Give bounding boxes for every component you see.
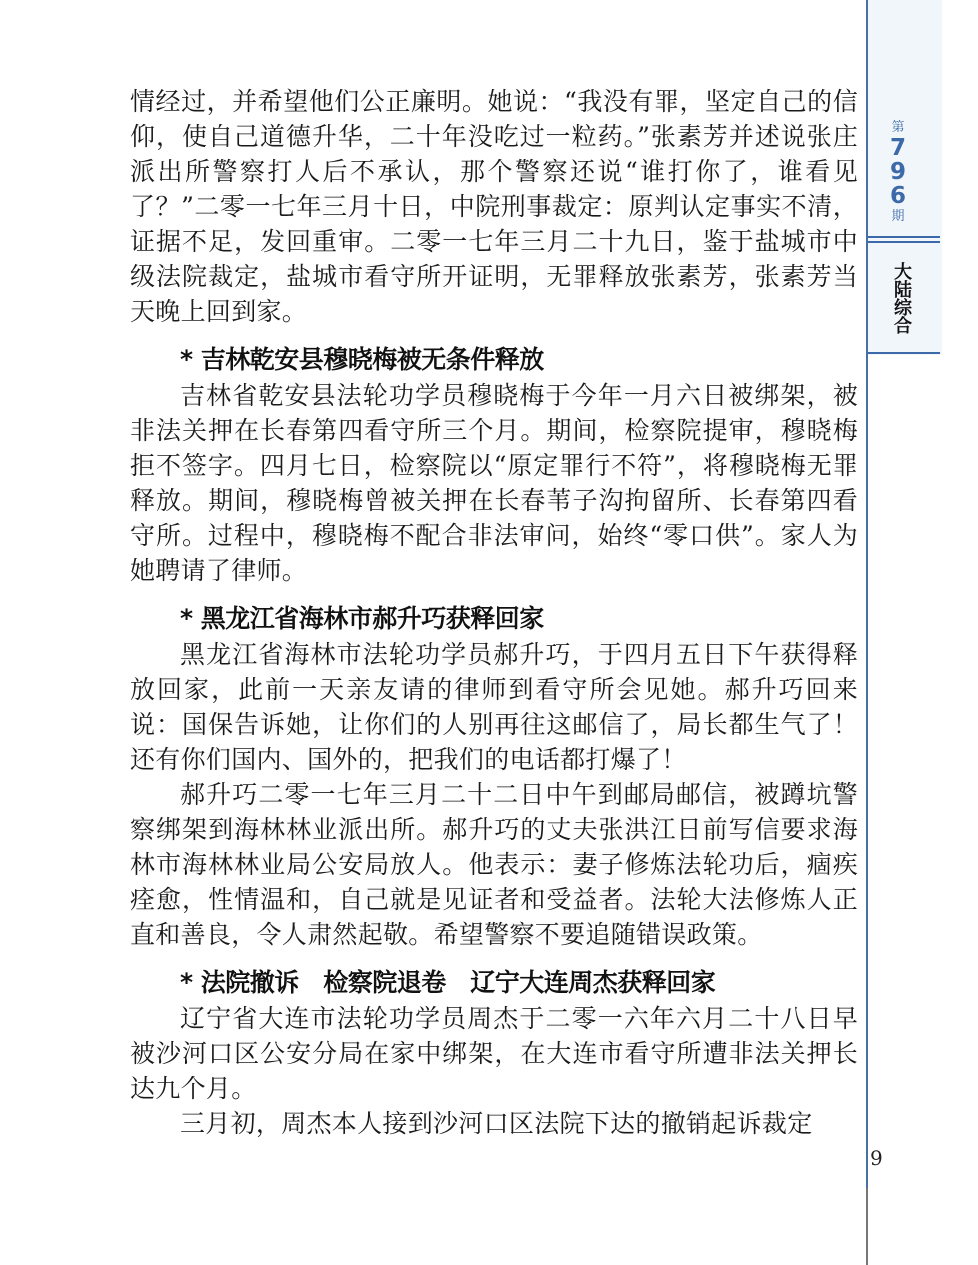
issue-digit-1: 7 [889, 135, 906, 161]
section-3-paragraph-1: 辽宁省大连市法轮功学员周杰于二零一六年六月二十八日早被沙河口区公安分局在家中绑架，在大连市看守所遭非法关押长达九个月。 [130, 1004, 858, 1103]
issue-marker [868, 120, 942, 240]
section-2-paragraph-1: 黑龙江省海林市法轮功学员郝升巧，于四月五日下午获得释放回家，此前一天亲友请的律师到看守所会见她。郝升巧回来说：国保告诉她，让你们的人别再往这邮信了，局长都生气了！还有你们国内、国外的，把我们的电话都打爆了！ [130, 640, 858, 774]
section-3-paragraph-2: 三月初，周杰本人接到沙河口区法院下达的撤销起诉裁定 [180, 1109, 813, 1138]
issue-digit-3: 6 [889, 183, 906, 209]
sidebar-rule-bottom [868, 241, 940, 243]
page-number: 9 [870, 1146, 883, 1170]
footer-rule [866, 1188, 868, 1265]
intro-paragraph: 情经过，并希望他们公正廉明。她说：“我没有罪，坚定自己的信仰，使自己道德升华，二十年没吃过一粒药。”张素芳并述说张庄派出所警察打人后不承认，那个警察还说“谁打你了，谁看见了？”二零一七年三月十日，中院刑事裁定：原判认定事实不清，证据不足，发回重审。二零一七年三月二十九日，鉴于盐城市中级法院裁定，盐城市看守所开证明，无罪释放张素芳，张素芳当天晚上回到家。 [130, 87, 858, 326]
issue-digit-2: 9 [889, 159, 906, 185]
section-1-paragraph-1: 吉林省乾安县法轮功学员穆晓梅于今年一月六日被绑架，被非法关押在长春第四看守所三个月。期间，检察院提审，穆晓梅拒不签字。四月七日，检察院以“原定罪行不符”，将穆晓梅无罪释放。期间，穆晓梅曾被关押在长春苇子沟拘留所、长春第四看守所。过程中，穆晓梅不配合非法审问，始终“零口供”。家人为她聘请了律师。 [130, 381, 858, 585]
article-body [130, 84, 858, 1141]
section-label: 大陆综合 [891, 262, 912, 334]
section-heading-3: * 法院撤诉 检察院退卷 辽宁大连周杰获释回家 [180, 968, 716, 997]
issue-suffix: 期 [891, 209, 905, 224]
sidebar-rule-top [868, 236, 940, 238]
section-heading-1: * 吉林乾安县穆晓梅被无条件释放 [180, 345, 544, 374]
sidebar-section-rule [868, 352, 940, 354]
section-heading-2: * 黑龙江省海林市郝升巧获释回家 [180, 604, 544, 633]
section-2-paragraph-2: 郝升巧二零一七年三月二十二日中午到邮局邮信，被蹲坑警察绑架到海林林业派出所。郝升巧的丈夫张洪江日前写信要求海林市海林林业局公安局放人。他表示：妻子修炼法轮功后，痼疾痊愈，性情温和，自己就是见证者和受益者。法轮大法修炼人正直和善良，令人肃然起敬。希望警察不要追随错误政策。 [130, 780, 858, 949]
issue-prefix: 第 [891, 120, 905, 135]
